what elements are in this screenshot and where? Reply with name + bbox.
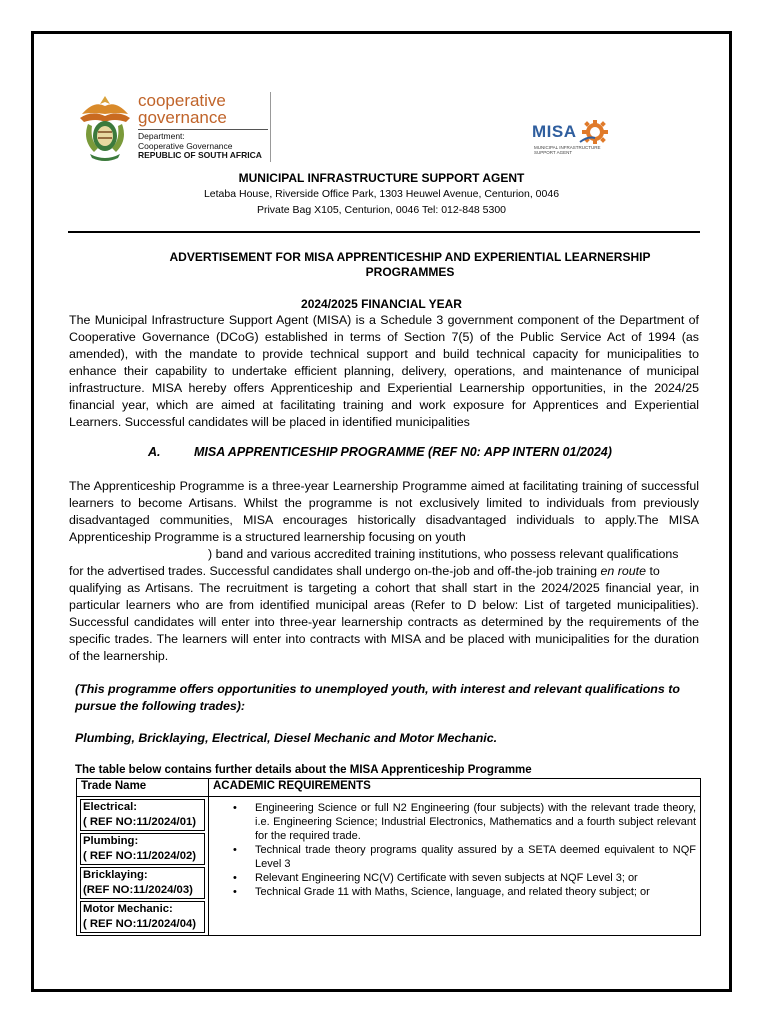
trade-plumbing <box>80 833 205 865</box>
trade-bricklaying <box>80 867 205 899</box>
misa-logo-word: MISA <box>532 122 577 141</box>
table-header-row <box>77 779 701 797</box>
section-a-heading <box>148 445 612 459</box>
col-trade-name: Trade Name <box>77 779 209 797</box>
trade-name: Motor Mechanic: <box>83 903 173 915</box>
trades-list: Plumbing, Bricklaying, Electrical, Diesel Mechanic and Motor Mechanic. <box>75 731 498 745</box>
opportunities-line1: (This programme offers opportunities to unemployed youth, with interest and relevant qualifications to <box>75 682 680 696</box>
requirement-item: • Relevant Engineering NC(V) Certificate with seven subjects at NQF Level 3; or <box>209 871 696 885</box>
requirements-list <box>209 801 696 899</box>
dcog-dept-label: Department: <box>138 131 185 141</box>
trade-ref: ( REF NO:11/2024/02) <box>83 850 197 862</box>
body-line-en-route <box>69 563 699 580</box>
body-line: learners to become Artisans. Whilst the programme is not exclusively limited to individuals from previously <box>69 496 699 510</box>
trade-name: Bricklaying: <box>83 869 148 881</box>
dcog-rule <box>138 129 268 130</box>
body-line: disadvantaged communities, MISA encourages historically disadvantaged individuals to apply.The MISA <box>69 513 699 527</box>
body-line: ) band and various accredited training institutions, who possess relevant qualifications <box>208 547 679 561</box>
financial-year: 2024/2025 FINANCIAL YEAR <box>301 297 462 311</box>
dcog-logo <box>74 92 274 162</box>
body-line: of the learnership. <box>69 649 169 663</box>
opportunities-note <box>75 681 700 715</box>
advert-title-line2: PROGRAMMES <box>365 265 455 279</box>
body-line: qualifying as Artisans. The recruitment is targeting a cohort that shall start in the 2024/2025 financial year, in <box>69 581 699 595</box>
trade-cell <box>77 797 209 936</box>
trade-name: Plumbing: <box>83 835 139 847</box>
trade-ref: ( REF NO:11/2024/04) <box>83 918 197 930</box>
gear-icon <box>578 118 612 146</box>
section-a-title: MISA APPRENTICESHIP PROGRAMME (REF N0: APP INTERN 01/2024) <box>194 445 612 459</box>
body-line: The Apprenticeship Programme is a three-year Learnership Programme aimed at facilitating training of successful <box>69 479 699 493</box>
advert-title <box>150 250 670 280</box>
misa-logo <box>530 118 620 164</box>
table-row <box>77 797 701 936</box>
dcog-brand-line1: cooperative <box>138 91 226 110</box>
advert-title-line1: ADVERTISEMENT FOR MISA APPRENTICESHIP AND EXPERIENTIAL LEARNERSHIP <box>169 250 651 264</box>
requirements-table <box>76 778 701 936</box>
trade-name: Electrical: <box>83 801 138 813</box>
dcog-brand-line2: governance <box>138 108 227 127</box>
body-line: specific trades. The learners will enter into contracts with MISA and be placed with municipalities for the duration <box>69 632 699 646</box>
intro-paragraph <box>69 312 699 431</box>
intro-line: amended), with the mandate to provide technical support and build technical capacity for municipalities to <box>69 347 699 361</box>
intro-line: financial year, which are aimed at facilitating training and work exposure for Apprentices and Experiential <box>69 398 699 412</box>
intro-line: infrastructure. MISA hereby offers Apprenticeship and Experiential Learnership opportunities, in the 2024/25 <box>69 381 699 395</box>
address-line-2: Private Bag X105, Centurion, 0046 Tel: 012-848 5300 <box>256 204 507 216</box>
body-line: Apprenticeship Programme is a structured learnership focusing on youth <box>69 530 466 544</box>
intro-line: Learners. Successful candidates will be placed in identified municipalities <box>69 415 470 429</box>
intro-line: enhance their capability to undertake efficient planning, delivery, operations, and maintenance of municipal <box>69 364 699 378</box>
opportunities-line2: pursue the following trades): <box>75 699 246 713</box>
body-line: particular learners who are from identified municipal areas (Refer to D below: List of targeted municipalities). <box>69 598 699 612</box>
table-caption: The table below contains further details about the MISA Apprenticeship Programme <box>75 764 532 776</box>
trade-ref: (REF NO:11/2024/03) <box>83 884 193 896</box>
body-line-text: for the advertised trades. Successful candidates shall undergo on-the-job and off-the-job training <box>69 564 598 578</box>
body-line: Successful candidates will enter into three-year learnership contracts as determined by the requirements of the <box>69 615 699 629</box>
header-divider <box>68 231 700 233</box>
trade-motor-mechanic <box>80 901 205 933</box>
dcog-country: REPUBLIC OF SOUTH AFRICA <box>138 150 262 160</box>
col-academic-requirements: ACADEMIC REQUIREMENTS <box>209 779 701 797</box>
address-line-1: Letaba House, Riverside Office Park, 1303 Heuwel Avenue, Centurion, 0046 <box>203 188 560 200</box>
dcog-divider <box>270 92 271 162</box>
trade-ref: ( REF NO:11/2024/01) <box>83 816 197 828</box>
section-a-letter: A. <box>148 445 161 459</box>
en-route-text: en route <box>600 564 646 578</box>
section-a-body <box>69 478 699 665</box>
requirements-cell <box>209 797 701 936</box>
misa-logo-subtitle: MUNICIPAL INFRASTRUCTURE SUPPORT AGENT <box>534 145 601 155</box>
requirement-item: • Technical Grade 11 with Maths, Science, language, and related theory subject; or <box>209 885 696 899</box>
requirement-item: • Technical trade theory programs quality assured by a SETA deemed equivalent to NQF Level 3 <box>209 843 696 871</box>
to-text: to <box>649 564 660 578</box>
dcog-dept-name: Cooperative Governance <box>138 140 233 151</box>
intro-line: Cooperative Governance (DCoG) established in terms of Section 7(5) of the Public Service Act of 1994 (as <box>69 330 699 344</box>
coat-of-arms-icon <box>74 92 136 162</box>
requirement-item: • Engineering Science or full N2 Engineering (four subjects) with the relevant trade theory, i.e. Engineering Science; Industrial Electronics, Mathematics and a fourth subject relevant for the required trade. <box>209 801 696 843</box>
trade-electrical <box>80 799 205 831</box>
org-name: MUNICIPAL INFRASTRUCTURE SUPPORT AGENT <box>238 171 525 185</box>
intro-line: The Municipal Infrastructure Support Agent (MISA) is a Schedule 3 government component of the Department of <box>69 313 699 327</box>
